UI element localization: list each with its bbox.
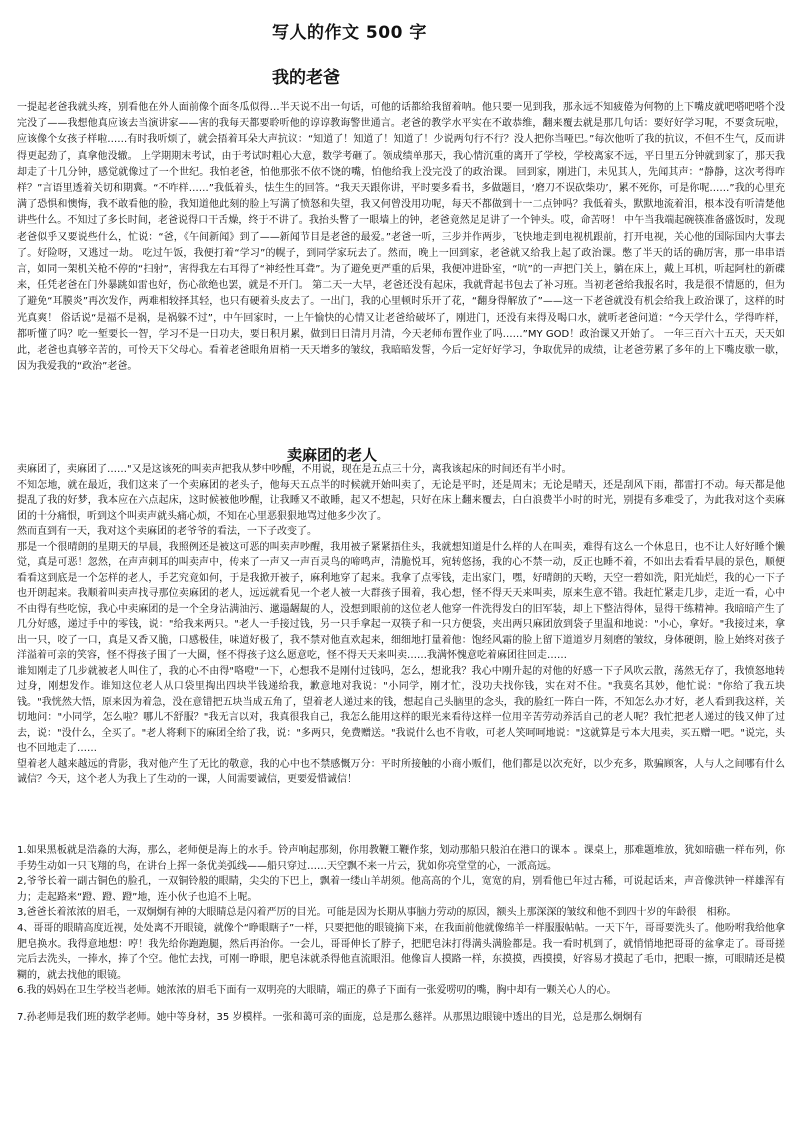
essay1-title: 我的老爸 xyxy=(272,68,340,88)
document-page xyxy=(17,0,785,1132)
essay1-body: 一提起老爸我就头疼，别看他在外人面前像个面冬瓜似得…半天说不出一句话，可他的话都给我留着呐。他只要一见到我，那永远不知疲倦为何物的上下嘴皮就吧嗒吧嗒个没完没了——我想他真应该去当演讲家——害的我每天都要聆听他的谆谆教诲警世通言。老爸的教学水平实在不敢恭维，翻来覆去就是那几句话：要好好学习呢，不要贪玩啦，应该像个女孩子样啦……有时我听烦了，就会捂着耳朵大声抗议：“知道了！知道了！知道了！少说两句行不行？没人把你当哑巴。”每次他听了我的抗议，不但不生气，反而讲得更起劲了，真拿他没辙。 上学期期末考试，由于考试时粗心大意，数学考砸了。领成绩单那天，我心情沉重的离开了学校，学校离家不远，平日里五分钟就到家了，那天我却走了十几分钟，感觉就像过了一个世纪。我怕老爸，怕他那张不依不饶的嘴，怕他给我上没完没了的政治课。 回到家，刚进门，未见其人，先闻其声：“静静，这次考得咋样？”言语里透着关切和期冀。“不咋样……”我低着头，怯生生的回答。“我天天跟你讲，平时要多看书，多做题目，‘磨刀不误砍柴功’，累不死你，可是你呢……”我的心里充满了恐惧和懊悔，我不敢看他的脸，我知道他此刻的脸上写满了愤怒和失望，我又何曾没用功呢，每天不都做到十一二点钟吗？我低着头，默默地流着泪，根本没有听清楚他讲些什么。不知过了多长时间，老爸说得口干舌燥，终于不讲了。我抬头瞥了一眼墙上的钟，老爸竟然足足讲了一个钟头。哎，命苦呀！ 中午当我端起碗筷准备盛饭时，发现老爸似乎又要说些什么，忙说：“爸，《午间新闻》到了——新闻节目是老爸的最爱。”老爸一听，三步并作两步，飞快地走到电视机跟前，打开电视，关心他的国际国内大事去了。好险呀，又逃过一劫。 吃过午饭，我便打着“学习”的幌子，到同学家玩去了。然而，晚上一回到家，老爸就又给我上起了政治课。憋了半天的话的确厉害，那一串串语言，如同一架机关枪不停的“扫射”，害得我左右耳得了“神经性耳聋”。为了避免更严重的后果，我便冲进卧室，“吭”的一声把门关上，躺在床上，戴上耳机，听起阿杜的新碟来，任凭老爸在门外暴跳如雷也好，伤心欲绝也罢，就是不开门。 第二天一大早，老爸还没有起床，我就背起书包去了补习班。当初老爸给我报名时，我是很不情愿的，但为了避免“耳膜炎”再次发作，两难相较择其轻，也只有硬着头皮去了。一出门，我的心里顿时乐开了花，“翻身得解放了”——这一下老爸就没有机会给我上政治课了，这样的时光真爽！ 俗话说“是福不是祸，是祸躲不过”，中午回家时，一上午愉快的心情又让老爸给破坏了，刚进门，还没有来得及喝口水，就听老爸问道：“今天学什么，学得咋样，都听懂了吗？吃一堑要长一智，学习不是一日功夫，要日积月累，做到日日清月月清，今天老师布置作业了吗……”MY GOD！政治课又开始了。 一年三百六十五天，天天如此，老爸也真够辛苦的，可怜天下父母心。看着老爸眼角眉梢一天天增多的皱纹，我暗暗发誓，今后一定好好学习，争取优异的成绩，让老爸劳累了多年的上下嘴皮歇一歇，因为我爱我的“政治”老爸。 xyxy=(17,102,785,373)
list-item: 4、哥哥的眼睛高度近视，处处离不开眼镜，就像个“睁眼瞎子”一样，只要把他的眼镜摘下来，在我面前他就像绵羊一样服服帖帖。一天下午，哥哥要洗头了。他吩咐我给他拿肥皂换水。我得意地想：哼！我先给你跑跑腿，然后再治你。一会儿，哥哥伸长了脖子，把肥皂沫打得满头满脸都是。我一看时机到了，就悄悄地把哥哥的盆拿走了。哥哥搓完后去洗头，一捧水，捧了个空。他忙去找，可刚一睁眼，肥皂沫就杀得他直流眼泪。他像盲人摸路一样，东摸摸，西摸摸，好容易才摸起了毛巾，把眼一擦，可眼睛还是模糊的，就去找他的眼镜。 xyxy=(17,922,785,981)
list-item: 2,爷爷长着一副古铜色的脸孔，一双铜铃般的眼睛，尖尖的下巴上，飘着一缕山羊胡须。他高高的个儿，宽宽的肩，别看他已年过古稀，可说起话来，声音像洪钟一样雄浑有力；走起路来“蹬、蹬、蹬”地，连小伙子也追不上呢。 xyxy=(17,876,785,903)
essay2-paragraph: 卖麻团了，卖麻团了……"又是这该死的叫卖声把我从梦中吵醒，不用说，现在是五点三十分，离我该起床的时间还有半小时。 xyxy=(17,464,572,475)
essay2-title: 卖麻团的老人 xyxy=(287,446,378,464)
document-title: 写人的作文 500 字 xyxy=(272,23,427,43)
list-item: 3,爸爸长着浓浓的眉毛，一双炯炯有神的大眼睛总是闪着严厉的目光。可能是因为长期从事脑力劳动的原因，额头上那深深的皱纹和他不到四十岁的年龄很 相称。 xyxy=(17,907,737,919)
essay2-paragraph: 谁知刚走了几步就被老人叫住了，我的心不由得"咯噔"一下，心想我不是刚付过钱吗，怎么，想讹我？我心中刚升起的对他的好感一下子风吹云散，荡然无存了，我愤怒地转过身，刚想发作。谁知这位老人从口袋里掏出四块半钱递给我，歉意地对我说："小同学，刚才忙，没功夫找你钱，实在对不住。"我莫名其妙，他忙说："你给了我五块钱。"我恍然大悟，原来因为着急，没在意错把五块当成五角了，望着老人递过来的钱，想起自己头脑里的念头，我的脸红一阵白一阵，不知怎么办才好，老人看到我这样，关切地问："小同学，怎么啦？哪儿不舒服？"我无言以对，我真很我自己，我怎么能用这样的眼光来看待这样一位用辛苦劳动养活自己的老人呢？我忙把老人递过的钱又伸了过去，说："没什么，全买了。"老人将剩下的麻团全给了我，说："多两只，免费赠送。"我说什么也不肯收，可老人笑呵呵地说："这就算是亏本大甩卖，买五赠一吧。"说完，头也不回地走了…… xyxy=(17,665,785,754)
essay2-body xyxy=(17,462,785,834)
list-item: 1.如果黑板就是浩淼的大海，那么，老师便是海上的水手。铃声响起那刻，你用教鞭工鞭作浆，划动那船只般泊在港口的课本 。课桌上，那难题堆放，犹如暗礁一样布列，你手势生动如一只飞翔的鸟，在讲台上挥一条优美弧线——船只穿过……天空飘不来一片云，犹如你亮堂堂的心，一派高远。 xyxy=(17,845,785,872)
essay2-paragraph: 那是一个很晴朗的星期天的早晨，我照例还是被这可恶的叫卖声吵醒，我用被子紧紧捂住头，我就想知道是什么样的人在叫卖，难得有这么一个休息日，也不让人好好睡个懒觉，真是可恶！忽然，在声声刺耳的叫卖声中，传来了一声又一声百灵鸟的啼鸣声，清脆悦耳，宛转悠扬，我的心不禁一动，反正也睡不着，不如出去看看早晨的景色，顺便看看这到底是一个怎样的老人，手艺究竟如何，于是我掀开被子，麻利地穿了起来。我拿了点零钱，走出家门，嘿，好晴朗的天哟，天空一碧如洗，阳光灿烂，我的心一下子也开朗起来。我顺着叫卖声找寻那位卖麻团的老人，远远就看见一个老人被一大群孩子围着，我心想，怪不得天天来叫卖，原来生意不错。我赶忙紧走几步，走近一看，心中不由得有些吃惊，我心中卖麻团的是一个全身沾满油污、邋遢龌龊的人，没想到眼前的这位老人他穿一件洗得发白的旧军装，却上下整洁得体，显得干练精神。我暗暗产生了几分好感，递过手中的零钱，说："给我来两只。"老人一手接过钱，另一只手拿起一双筷子和一只方便袋，夹出两只麻团放到袋子里温和地说："小心，拿好。"我接过来，拿出一只，咬了一口，真是又香又脆，口感极佳，味道好极了，我不禁对他直欢起来，细细地打量着他：饱经风霜的脸上留下道道岁月刻磨的皱纹，身体硬朗，脸上始终对孩子洋溢着可亲的笑容，怪不得孩子围了一大圈，怪不得孩子这么愿意吃，怪不得天天来叫卖……我满怀愧意吃着麻团往回走…… xyxy=(17,541,785,661)
essay2-paragraph: 不知怎地，就在最近，我们这来了一个卖麻团的老头子，他每天五点半的时候就开始叫卖了，无论是平时，还是周末；无论是晴天，还是刮风下雨，都雷打不动。每天都是他提乱了我的好梦，我本应在六点起床，这时候被他吵醒，让我睡又不敢睡，起又不想起，只好在床上翻来覆去，白白浪费半小时的时光，别提有多难受了，为此我对这个卖麻团的十分痛恨，听到这个叫卖声就头痛心烦，不知在心里恶狠狠地骂过他多少次了。 xyxy=(17,479,785,522)
description-examples-list xyxy=(17,843,785,1132)
list-item: 6.我的妈妈在卫生学校当老师。她浓浓的眉毛下面有一双明亮的大眼睛，端正的鼻子下面有一张爱唠叨的嘴，胸中却有一颗关心人的心。 xyxy=(17,985,617,997)
essay2-paragraph: 望着老人越来越远的背影，我对他产生了无比的敬意，我的心中也不禁感慨万分：平时所接触的小商小贩们，他们都是以次充好，以少充多，欺骗顾客，人与人之间哪有什么诚信？今天，这个老人为我上了生动的一课，人间需要诚信，更要爱惜诚信！ xyxy=(17,758,785,785)
list-item: 7.孙老师是我们班的数学老师。她中等身材，35 岁模样。一张和蔼可亲的面庞，总是那么慈祥。从那黑边眼镜中透出的目光，总是那么炯炯有 xyxy=(17,1011,643,1023)
essay2-paragraph: 然而直到有一天，我对这个卖麻团的老爷爷的看法，一下子改变了。 xyxy=(17,526,317,537)
